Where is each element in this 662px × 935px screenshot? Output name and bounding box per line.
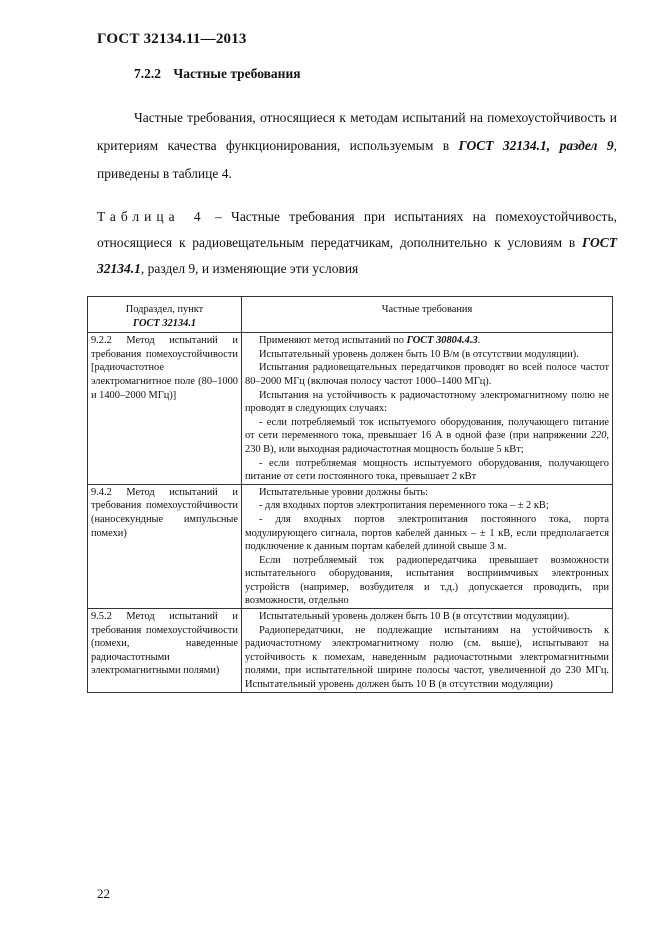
row-requirements-cell: [242, 484, 613, 608]
requirement-line: - если потребляемый ток испытуемого оборудования, получающего питание от сети переменного тока, превышает 16 А в одной фазе (при напряжении 220, 230 В), или выходная радиочастотная мощность больше 5 кВт;: [245, 416, 609, 455]
table-caption-ref: ГОСТ 32134.1: [97, 235, 617, 276]
requirement-line: Если потребляемый ток радиопередатчика превышает возможности испытательного оборудования, испытания восприимчивых электронных устройств (например, возбудителя и т.д.) допускается проводить, при возможности, отдельно: [245, 554, 609, 607]
table-caption-text-b: , раздел 9, и изменяющие эти условия: [140, 261, 359, 276]
col-header-section-label: Подраздел, пункт: [125, 304, 204, 315]
intro-standard-ref: ГОСТ 32134.1, раздел 9: [458, 138, 614, 153]
section-title: Частные требования: [173, 66, 301, 81]
row-section-cell: 9.2.2 Метод испытаний и требования помехоустойчивости [радиочастотное электромагнитное поле (80–1000 и 1400–2000 МГц)]: [88, 333, 242, 485]
requirement-line: Испытательные уровни должны быть:: [259, 486, 428, 498]
row-section-cell: 9.4.2 Метод испытаний и требования помехоустойчивости (наносекундные импульсные помехи): [88, 484, 242, 608]
section-number: 7.2.2: [134, 66, 161, 81]
row-requirements-cell: [242, 333, 613, 485]
requirement-line: - для входных портов электропитания переменного тока – ± 2 кВ;: [259, 500, 549, 512]
table-caption: [97, 204, 617, 282]
row-requirements-cell: [242, 609, 613, 693]
requirements-table: [87, 296, 613, 693]
table-row: [88, 484, 613, 608]
intro-text-b: , приведены в таблице 4.: [97, 138, 617, 181]
table-caption-label: Таблица 4: [97, 209, 206, 224]
table-row: [88, 609, 613, 693]
requirement-line: - для входных портов электропитания постоянного тока, порта модулирующего сигнала, портов кабелей данных – ± 1 кВ, если предполагается подключение к данным портам кабелей длиной свыше 3 м.: [245, 513, 609, 553]
table-row: [88, 333, 613, 485]
requirement-line: Испытательный уровень должен быть 10 В/м (в отсутствии модуляции).: [259, 348, 579, 360]
col-header-section-ref: ГОСТ 32134.1: [132, 317, 197, 329]
col-header-section: [88, 297, 242, 333]
requirement-line: Испытания радиовещательных передатчиков проводят во всей полосе частот 80–2000 МГц (включая полосу частот 1000–1400 МГц).: [245, 362, 609, 387]
document-header: ГОСТ 32134.11—2013: [97, 31, 247, 47]
requirement-line: Испытательный уровень должен быть 10 В (в отсутствии модуляции).: [259, 611, 570, 623]
requirement-line: - если потребляемая мощность испытуемого оборудования, получающего питание от сети постоянного тока, превышает 2 кВт: [245, 457, 609, 483]
table-header-row: [88, 297, 613, 333]
page-number: 22: [97, 886, 110, 901]
requirement-line: Применяют метод испытаний по ГОСТ 30804.4.3.: [259, 335, 481, 347]
voltage-value: 220: [590, 430, 607, 442]
row-section-cell: 9.5.2 Метод испытаний и требования помехоустойчивости (помехи, наведенные радиочастотными электромагнитными полями): [88, 609, 242, 693]
table-caption-text-a: – Частные требования при испытаниях на помехоустойчивость, относящиеся к радиовещательным передатчикам, дополнительно к условиям в: [97, 209, 617, 250]
intro-paragraph: [97, 104, 617, 188]
col-header-requirements: Частные требования: [242, 297, 613, 333]
intro-text-a: Частные требования, относящиеся к методам испытаний на помехоустойчивость и критериям качества функционирования, используемым в: [97, 110, 617, 153]
requirement-line: Радиопередатчики, не подлежащие испытаниям на устойчивость к радиочастотному электромагнитному полю (см. выше), испытывают на устойчивость к помехам, наведенным радиочастотными электромагнитными полями, при испытательной ширине полосы частот, увеличенной до 230 МГц. Испытательный уровень должен быть 10 В (в отсутствии модуляции): [245, 624, 609, 691]
requirement-line: Испытания на устойчивость к радиочастотному электромагнитному полю не проводят в следующих случаях:: [245, 389, 609, 415]
requirement-standard-ref: ГОСТ 30804.4.3: [406, 335, 478, 347]
section-heading: [134, 66, 301, 82]
